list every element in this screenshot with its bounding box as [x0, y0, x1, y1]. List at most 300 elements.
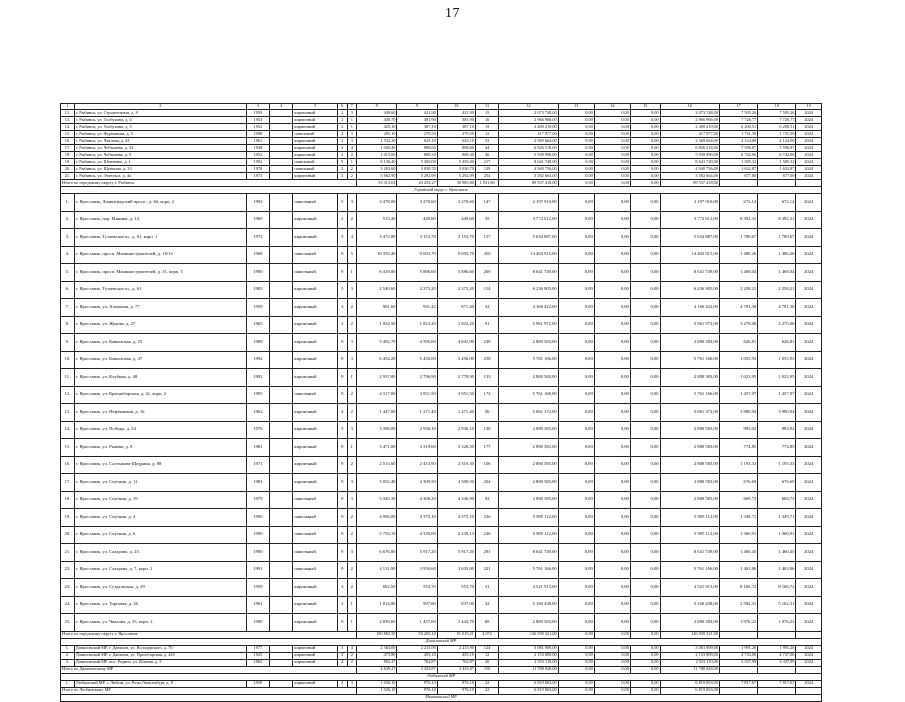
table-cell: 6 [337, 104, 347, 110]
table-cell: 3 [347, 351, 357, 369]
table-cell: 4 733,00 [719, 652, 757, 659]
table-cell: 5 905 112,00 [499, 509, 558, 527]
table-cell: 1 [347, 159, 357, 166]
table-cell: 1 731,50 [719, 131, 757, 138]
table-cell: 0,00 [594, 491, 630, 509]
table-cell: 258 [475, 351, 498, 369]
table-cell: 13. [61, 404, 75, 422]
housing-repair-register-table [60, 103, 822, 702]
table-cell: 450 [475, 246, 498, 264]
table-cell: 1961 [246, 138, 269, 145]
table-cell: 425,10 [357, 124, 397, 131]
table-cell: 1 460,45 [719, 544, 757, 562]
table-cell: 808,30 [437, 152, 475, 159]
table-cell: 3 328,50 [437, 439, 475, 457]
total-value: 39 985,80 [437, 180, 475, 187]
table-cell: 2 553 110,00 [499, 659, 558, 666]
table-cell: 2 197 910,00 [660, 194, 719, 212]
table-cell: 871,40 [437, 299, 475, 317]
table-cell: 1992 [246, 351, 269, 369]
table-cell [270, 299, 293, 317]
table-cell: 0,00 [630, 281, 660, 299]
table-cell: 1995 [246, 386, 269, 404]
table-cell: 2024 [796, 194, 822, 212]
table-cell [270, 474, 293, 492]
table-cell [270, 211, 293, 229]
table-cell: 2 880 583,00 [660, 456, 719, 474]
table-cell: г. Ярославль, ул. Кавказская, д. 25 [74, 334, 246, 352]
table-cell: 5 761 166,00 [499, 561, 558, 579]
table-cell [270, 561, 293, 579]
table-cell: 0,00 [594, 652, 630, 659]
table-cell: 8 641 749,00 [660, 159, 719, 166]
section-header-row [61, 187, 822, 194]
table-cell: 4 339,00 [397, 526, 437, 544]
table-cell: 1953 [246, 117, 269, 124]
table-cell: панельный [293, 509, 338, 527]
table-cell: 3 582 664,00 [660, 173, 719, 180]
table-row [61, 316, 822, 334]
table-cell: кирпичный [293, 117, 338, 124]
table-cell: 157 [475, 229, 498, 247]
table-cell: 5 [337, 421, 347, 439]
table-cell: 2 [347, 166, 357, 173]
table-cell: 0,00 [558, 194, 594, 212]
page-number: 17 [445, 6, 460, 21]
table-cell: 983,02 [758, 421, 796, 439]
table-cell: панельный [293, 264, 338, 282]
table-cell: 2. [61, 652, 75, 659]
table-cell: 7 726,77 [719, 117, 757, 124]
table-cell: 12 [475, 131, 498, 138]
table-cell: 1965 [246, 316, 269, 334]
table-cell [796, 180, 822, 187]
table-row [61, 645, 822, 652]
table-cell: 0,00 [594, 117, 630, 124]
table-cell: 3 [347, 680, 357, 687]
table-cell: 2 310,30 [437, 456, 475, 474]
table-cell: 1962 [246, 659, 269, 666]
table-cell: 2 796,90 [397, 369, 437, 387]
table-cell: 4 124,00 [758, 138, 796, 145]
table-cell: 1961 [246, 596, 269, 614]
table-cell [270, 152, 293, 159]
total-value: 126 939 321,00 [499, 631, 558, 638]
table-row [61, 386, 822, 404]
table-cell: кирпичный [293, 110, 338, 117]
table-cell: 7. [61, 299, 75, 317]
table-cell: 3 203,60 [357, 166, 397, 173]
table-cell: 8 392,31 [758, 211, 796, 229]
table-cell: 4 841,90 [437, 334, 475, 352]
table-cell: 0,00 [594, 299, 630, 317]
table-cell: 2024 [796, 652, 822, 659]
table-cell: 1 349,71 [719, 509, 757, 527]
table-cell: 2 375,20 [437, 281, 475, 299]
table-cell: 1979 [246, 491, 269, 509]
total-value: 0,00 [630, 631, 660, 638]
table-cell: 11 [475, 104, 498, 110]
table-cell: 12. [61, 386, 75, 404]
table-cell: 4 166 422,00 [499, 299, 558, 317]
table-cell: кирпичный [293, 659, 338, 666]
table-cell: 15 [630, 104, 660, 110]
table-cell: кирпичный [293, 579, 338, 597]
table-cell [719, 631, 757, 638]
table-cell: 1 [347, 614, 357, 632]
table-cell: Даниловский МР, г. Данилов, ул. Пролетарская, д. 42б [74, 652, 246, 659]
table-cell: 4 996,00 [357, 509, 397, 527]
table-cell: 1 060,40 [357, 145, 397, 152]
table-cell: 1959 [246, 110, 269, 117]
table-cell: 2 [347, 299, 357, 317]
table-cell: кирпичный [293, 351, 338, 369]
table-cell: 1981 [246, 439, 269, 457]
table-cell: кирпичный [293, 229, 338, 247]
table-cell: 19 [475, 124, 498, 131]
table-cell: 4 [270, 104, 293, 110]
table-cell: 1 486,26 [719, 246, 757, 264]
table-cell: 2 [347, 211, 357, 229]
table-cell: 0,00 [558, 526, 594, 544]
total-label: Итого по городскому округу г. Ярославль [61, 631, 357, 638]
table-cell: 3 [337, 299, 347, 317]
table-cell: 898,60 [397, 145, 437, 152]
table-cell: 5 160 438,00 [660, 596, 719, 614]
table-cell: 3 [347, 544, 357, 562]
table-cell: 221 [475, 561, 498, 579]
table-cell: Любимский МР, г. Любим, ул. Розы Люксембург, д. 8 [74, 680, 246, 687]
table-cell: 774,85 [719, 439, 757, 457]
table-cell: 2024 [796, 131, 822, 138]
table-cell: 0,00 [594, 544, 630, 562]
table-cell: 0,00 [594, 145, 630, 152]
table-cell: 387,10 [397, 124, 437, 131]
table-row [61, 474, 822, 492]
table-cell: 3 582 664,00 [499, 173, 558, 180]
table-cell: 7 596,87 [758, 145, 796, 152]
table-cell: 11. [61, 369, 75, 387]
table-cell [270, 386, 293, 404]
table-cell: 20. [61, 166, 75, 173]
table-cell: г. Ярославль, Ленинградский просп., д. 66, корп. 2 [74, 194, 246, 212]
table-cell [270, 526, 293, 544]
table-cell: 1 [347, 439, 357, 457]
table-cell: 1980 [246, 614, 269, 632]
table-cell: 449,60 [397, 211, 437, 229]
table-cell: 0,00 [630, 229, 660, 247]
table-cell: 2 400 219,00 [499, 124, 558, 131]
table-cell: 0,00 [558, 369, 594, 387]
table-cell: кирпичный [293, 652, 338, 659]
table-cell: 1990 [246, 544, 269, 562]
total-value: 976,10 [437, 687, 475, 694]
table-row [61, 561, 822, 579]
total-value: 91 019,21 [437, 631, 475, 638]
table-row [61, 264, 822, 282]
table-cell: 3 [347, 138, 357, 145]
table-cell: 3 030,70 [437, 166, 475, 173]
table-cell: 2 073 748,00 [660, 110, 719, 117]
table-cell: 0,00 [594, 334, 630, 352]
table-cell: 3 [347, 334, 357, 352]
table-cell: 91 [475, 316, 498, 334]
table-cell: 672,14 [719, 194, 757, 212]
table-cell: 6 200,51 [719, 124, 757, 131]
table-cell [270, 645, 293, 652]
table-cell: 1 823,20 [437, 316, 475, 334]
table-cell: 0,00 [594, 614, 630, 632]
table-cell: 2 880 583,00 [660, 369, 719, 387]
table-cell: 0,00 [630, 421, 660, 439]
table-cell: 3 635,00 [437, 561, 475, 579]
table-row [61, 166, 822, 173]
table-cell: 3 153,70 [437, 229, 475, 247]
table-cell [796, 631, 822, 638]
table-cell: 14 403 915,00 [499, 246, 558, 264]
table-cell: 3 [337, 596, 347, 614]
table-cell [270, 680, 293, 687]
table-cell: 217 [475, 159, 498, 166]
table-cell: 3 [337, 579, 347, 597]
table-cell: 5 [337, 194, 347, 212]
table-cell: 14 403 915,00 [660, 246, 719, 264]
table-cell: 4 781,30 [719, 299, 757, 317]
table-cell: 3 [337, 645, 347, 652]
total-value: 0,00 [630, 687, 660, 694]
table-cell: 5 761 166,00 [499, 351, 558, 369]
table-cell: 6 742,06 [758, 152, 796, 159]
table-cell: 16. [61, 456, 75, 474]
table-cell: 8. [61, 316, 75, 334]
table-cell: 0,00 [594, 229, 630, 247]
table-cell: г. Рыбинск, ул. Шевченко, д. 1 [74, 159, 246, 166]
table-cell: 0,00 [558, 246, 594, 264]
table-cell: г. Ярославль, ул. Суздальская, д. 29 [74, 579, 246, 597]
table-cell: 6 130,40 [357, 159, 397, 166]
table-cell: г. Ярославль, ул. Жукова, д. 27 [74, 316, 246, 334]
table-cell: 4 595,60 [397, 334, 437, 352]
table-cell: 2 215,90 [397, 645, 437, 652]
table-row [61, 281, 822, 299]
total-value: 43 253,27 [397, 180, 437, 187]
table-cell: 5 061 372,00 [660, 404, 719, 422]
table-cell [270, 131, 293, 138]
table-cell: 1 457,97 [758, 386, 796, 404]
total-value: 3 433,87 [397, 666, 437, 673]
table-cell [270, 579, 293, 597]
table-cell: 5 917,20 [397, 544, 437, 562]
table-cell: 1991 [246, 561, 269, 579]
table-cell: 1959 [246, 579, 269, 597]
table-cell: кирпичный [293, 138, 338, 145]
table-cell: 1959 [246, 680, 269, 687]
table-cell: 2 [347, 386, 357, 404]
table-cell: 5 634 887,00 [499, 229, 558, 247]
table-cell: панельный [293, 386, 338, 404]
table-cell: 1 023,95 [758, 369, 796, 387]
table-cell: 0,00 [558, 264, 594, 282]
table-cell: 16. [61, 138, 75, 145]
table-cell: 4 309,50 [397, 474, 437, 492]
table-cell: 5 292,99 [437, 173, 475, 180]
table-cell: 7 596,87 [719, 145, 757, 152]
table-cell: г. Рыбинск, ул. Фурманова, д. 5 [74, 131, 246, 138]
table-cell: 13 [558, 104, 594, 110]
table-cell: 2024 [796, 117, 822, 124]
total-value: 93 205,10 [397, 631, 437, 638]
table-cell: кирпичный [293, 152, 338, 159]
total-label: Итого по Даниловскому МР [61, 666, 357, 673]
table-cell [270, 110, 293, 117]
table-cell: 0,00 [594, 474, 630, 492]
table-cell: 2 153 809,00 [499, 652, 558, 659]
table-cell: 898,60 [437, 145, 475, 152]
table-cell: 0,00 [558, 596, 594, 614]
table-cell: 5 [337, 229, 347, 247]
table-cell: 2 880 583,00 [499, 421, 558, 439]
table-cell: 10 359,40 [357, 246, 397, 264]
table-cell: 25. [61, 614, 75, 632]
table-cell: 0,00 [558, 659, 594, 666]
table-cell: 0,00 [630, 351, 660, 369]
table-cell: г. Рыбинск, ул. Чебышева, д. 33 [74, 145, 246, 152]
table-cell: 4 521 913,00 [660, 579, 719, 597]
table-row [61, 299, 822, 317]
table-cell: 0,00 [630, 659, 660, 666]
table-cell [270, 596, 293, 614]
table-cell: 626,81 [758, 334, 796, 352]
table-cell: 1971 [246, 456, 269, 474]
table-cell: 3 [347, 194, 357, 212]
total-value: 22 [475, 687, 498, 694]
table-cell: 0,00 [630, 509, 660, 527]
table-cell: 0,00 [594, 138, 630, 145]
table-row [61, 211, 822, 229]
table-cell: 6 819 063,00 [660, 680, 719, 687]
table-cell: 2024 [796, 281, 822, 299]
table-cell: 2 880 583,00 [499, 474, 558, 492]
total-value: 6 819 063,00 [499, 687, 558, 694]
total-row [61, 180, 822, 187]
table-cell: 114 [475, 281, 498, 299]
table-cell: 4 781,30 [758, 299, 796, 317]
table-row [61, 152, 822, 159]
total-value: 11 788 828,00 [499, 666, 558, 673]
table-cell: г. Ярославль, ул. Красноборская, д. 41, корп. 2 [74, 386, 246, 404]
table-cell: 0,00 [558, 474, 594, 492]
table-cell: 20 [475, 659, 498, 666]
table-cell: 3 951,50 [397, 386, 437, 404]
table-cell: 2024 [796, 334, 822, 352]
table-cell: 2 050,60 [357, 614, 397, 632]
table-cell: 4 [337, 404, 347, 422]
total-value: 126 939 321,00 [660, 631, 719, 638]
table-cell: 0,00 [630, 596, 660, 614]
table-cell: 1. [61, 680, 75, 687]
table-cell: 8 641 749,00 [499, 264, 558, 282]
table-cell: кирпичный [293, 680, 338, 687]
table-cell: 1 014,80 [357, 596, 397, 614]
table-cell: 21. [61, 173, 75, 180]
table-cell: 5 961 972,00 [660, 316, 719, 334]
table-cell: 8 641 749,00 [499, 159, 558, 166]
section-header-row [61, 673, 822, 680]
table-cell: 5 450,00 [437, 159, 475, 166]
table-row [61, 110, 822, 117]
table-cell: 417 977,00 [499, 131, 558, 138]
table-cell: 17. [61, 474, 75, 492]
table-cell: кирпичный [293, 211, 338, 229]
table-cell: 1 780,67 [719, 229, 757, 247]
table-cell: кирпичный [293, 299, 338, 317]
table-cell: 5 [337, 173, 347, 180]
table-cell: 4 124,00 [719, 138, 757, 145]
table-cell: г. Рыбинск, ул. Толбухина, д. 4 [74, 117, 246, 124]
table-cell: 2024 [796, 509, 822, 527]
table-cell: 0,00 [630, 299, 660, 317]
table-cell: г. Ярославль, ул. Нефтяников, д. 16 [74, 404, 246, 422]
table-cell: 2 197 910,00 [499, 194, 558, 212]
table-cell: 2 [337, 211, 347, 229]
table-cell: 2 937,00 [357, 369, 397, 387]
table-cell: 2 966 966,00 [660, 117, 719, 124]
table-cell: 56 [475, 404, 498, 422]
table-cell: 204 [475, 474, 498, 492]
table-cell: 0,00 [594, 281, 630, 299]
table-cell: 1968 [246, 246, 269, 264]
table-cell: 2 [337, 138, 347, 145]
table-cell: 1 015,00 [357, 152, 397, 159]
table-cell: 6 819 063,00 [499, 680, 558, 687]
table-cell: 2024 [796, 211, 822, 229]
total-label: Итого по Любимскому МР [61, 687, 357, 694]
table-cell: 0,00 [594, 386, 630, 404]
table-cell: 0,00 [558, 404, 594, 422]
table-row [61, 491, 822, 509]
table-cell: 9 [337, 159, 347, 166]
table-cell: 6 200,51 [758, 124, 796, 131]
table-cell: 449,60 [357, 110, 397, 117]
section-title: Даниловский МР [61, 638, 822, 645]
table-cell: 279,50 [437, 131, 475, 138]
table-cell: 2 880 583,00 [499, 334, 558, 352]
table-cell: 0,00 [630, 316, 660, 334]
table-cell: 291 [475, 544, 498, 562]
table-cell: г. Ярославль, ул. Чкалова, д. 33, корп. 2 [74, 614, 246, 632]
table-cell: 32 [475, 299, 498, 317]
table-cell: 9 693,70 [397, 246, 437, 264]
table-cell: г. Рыбинск, ул. Щепкина, д. 33 [74, 166, 246, 173]
table-cell: 10. [61, 351, 75, 369]
table-cell: 8 166,72 [758, 579, 796, 597]
total-value: 89 537 418,00 [660, 180, 719, 187]
table-cell: 9 [337, 491, 347, 509]
table-cell: 1 457,60 [397, 614, 437, 632]
table-cell: 9 [337, 544, 347, 562]
table-cell: 2 [347, 316, 357, 334]
table-cell: 22 [475, 680, 498, 687]
table-cell: 961,60 [357, 299, 397, 317]
table-cell: 2024 [796, 152, 822, 159]
table-cell [270, 246, 293, 264]
table-cell: 1 447,00 [357, 404, 397, 422]
table-cell: 0,00 [594, 351, 630, 369]
table-cell: 1 [347, 117, 357, 124]
table-cell: 455,10 [397, 652, 437, 659]
table-cell: 3 [337, 316, 347, 334]
table-cell: кирпичный [293, 334, 338, 352]
